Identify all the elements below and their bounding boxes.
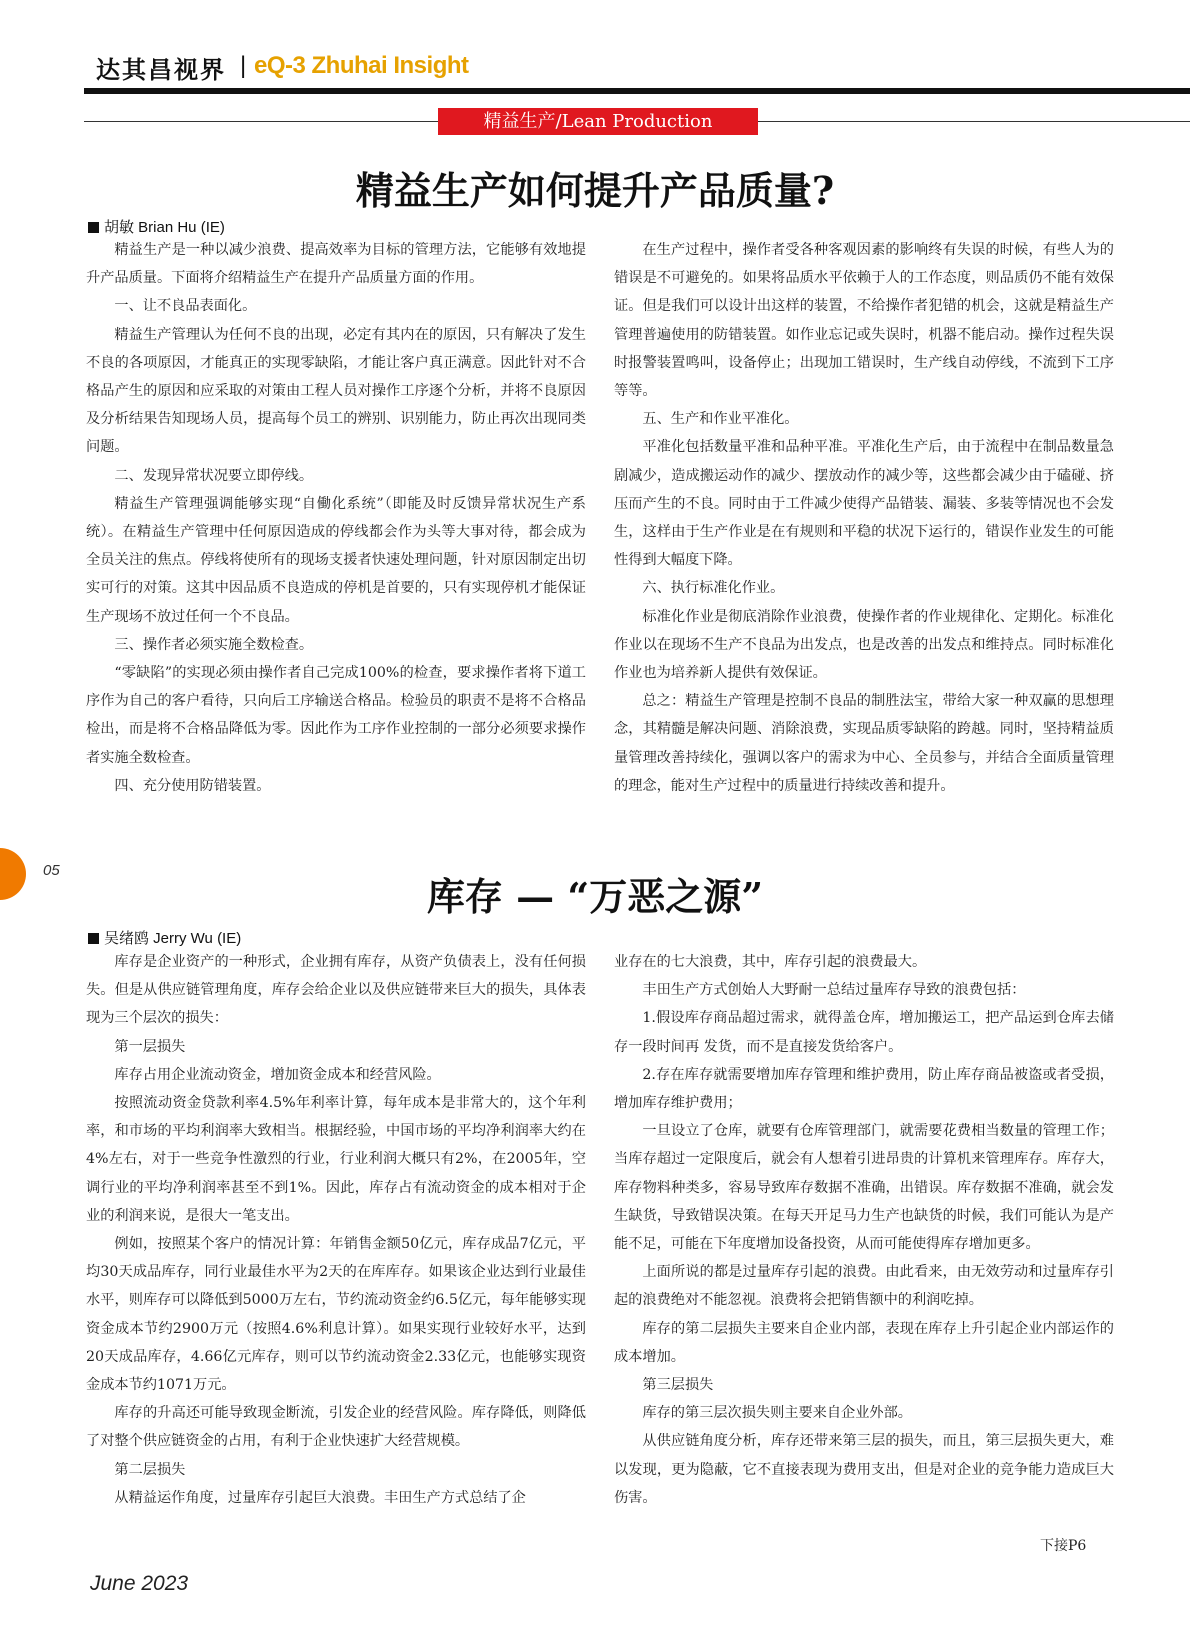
paragraph: 五、生产和作业平准化。 bbox=[642, 411, 799, 428]
paragraph: 一、让不良品表面化。 bbox=[114, 298, 257, 315]
article1-right-column bbox=[614, 236, 1114, 800]
paragraph: 第一层损失 bbox=[114, 1038, 186, 1055]
paragraph: 库存的第二层损失主要来自企业内部，表现在库存上升引起企业内部运作的成本增加。 bbox=[614, 1320, 1114, 1365]
continued-on-note: 下接P6 bbox=[1040, 1538, 1087, 1554]
author-bullet-icon bbox=[88, 933, 99, 944]
article1-left-column bbox=[86, 236, 586, 800]
paragraph: 丰田生产方式创始人大野耐一总结过量库存导致的浪费包括： bbox=[642, 982, 1026, 999]
paragraph: “零缺陷”的实现必须由操作者自己完成100%的检查，要求操作者将下道工序作为自己的客户看待，只向后工序输送合格品。检验员的职责不是将不合格品检出，而是将不合格品降低为零。因此作为工序作业控制的一部分必须要求操作者实施全数检查。 bbox=[86, 665, 586, 766]
paragraph: 六、执行标准化作业。 bbox=[642, 580, 785, 597]
paragraph: 2.存在库存就需要增加库存管理和维护费用，防止库存商品被盗或者受损，增加库存维护费用； bbox=[614, 1066, 1114, 1112]
paragraph: 二、发现异常状况要立即停线。 bbox=[114, 467, 314, 484]
article2-author-name: 吴绪鸥 Jerry Wu (IE) bbox=[104, 930, 242, 947]
paragraph: 例如，按照某个客户的情况计算：年销售金额50亿元，库存成品7亿元，平均30天成品库存，同行业最佳水平为2天的在库库存。如果该企业达到行业最佳水平，则库存可以降低到5000万左右，节约流动资金约6.5亿元，每年能够实现资金成本节约2900万元（按照4.6%利息计算）。如果实现行业较好水平，达到20天成品库存，4.66亿元库存，则可以节约流动资金2.33亿元，也能够实现资金成本节约1071万元。 bbox=[86, 1236, 586, 1394]
paragraph: 按照流动资金贷款利率4.5%年利率计算，每年成本是非常大的，这个年利率，和市场的平均利润率大致相当。根据经验，中国市场的平均净利润率大约在4%左右，对于一些竞争性激烈的行业，行业利润大概只有2%，在2005年，空调行业的平均净利润率甚至不到1%。因此，库存占有流动资金的成本相对于企业的利润来说，是很大一笔支出。 bbox=[86, 1095, 586, 1224]
paragraph: 上面所说的都是过量库存引起的浪费。由此看来，由无效劳动和过量库存引起的浪费绝对不能忽视。浪费将会把销售额中的利润吃掉。 bbox=[614, 1264, 1114, 1309]
article1-title: 精益生产如何提升产品质量? bbox=[355, 168, 835, 213]
article2-author bbox=[88, 927, 241, 948]
paragraph: 从精益运作角度，过量库存引起巨大浪费。丰田生产方式总结了企 bbox=[114, 1489, 526, 1506]
paragraph: 1.假设库存商品超过需求，就得盖仓库，增加搬运工，把产品运到仓库去储存一段时间再 发货，而不是直接发货给客户。 bbox=[614, 1010, 1114, 1055]
paragraph: 库存占用企业流动资金，增加资金成本和经营风险。 bbox=[114, 1066, 441, 1083]
issue-date: June 2023 bbox=[90, 1572, 189, 1595]
article1-author-name: 胡敏 Brian Hu (IE) bbox=[104, 219, 225, 236]
brand-separator: | bbox=[240, 52, 247, 79]
section-rule-right bbox=[758, 121, 1190, 122]
paragraph: 精益生产是一种以减少浪费、提高效率为目标的管理方法，它能够有效地提升产品质量。下面将介绍精益生产在提升产品质量方面的作用。 bbox=[86, 242, 586, 287]
paragraph: 总之：精益生产管理是控制不良品的制胜法宝，带给大家一种双赢的思想理念，其精髓是解决问题、消除浪费，实现品质零缺陷的跨越。同时，坚持精益质量管理改善持续化，强调以客户的需求为中心、全员参与，并结合全面质量管理的理念，能对生产过程中的质量进行持续改善和提升。 bbox=[614, 693, 1114, 794]
section-rule-left bbox=[84, 121, 438, 122]
paragraph: 业存在的七大浪费，其中，库存引起的浪费最大。 bbox=[614, 954, 927, 970]
paragraph: 第二层损失 bbox=[114, 1461, 186, 1478]
article1-author bbox=[88, 216, 225, 237]
article2-right-column bbox=[614, 948, 1114, 1512]
paragraph: 库存的升高还可能导致现金断流，引发企业的经营风险。库存降低，则降低了对整个供应链资金的占用，有利于企业快速扩大经营规模。 bbox=[86, 1405, 586, 1450]
paragraph: 库存的第三层次损失则主要来自企业外部。 bbox=[642, 1405, 912, 1422]
paragraph: 精益生产管理强调能够实现“自働化系统”（即能及时反馈异常状况生产系统）。在精益生产管理中任何原因造成的停线都会作为头等大事对待，都会成为全员关注的焦点。停线将使所有的现场支援者快速处理问题，针对原因制定出切实可行的对策。这其中因品质不良造成的停机是首要的，只有实现停机才能保证生产现场不放过任何一个不良品。 bbox=[86, 495, 586, 625]
brand-name-en: eQ-3 Zhuhai Insight bbox=[254, 52, 469, 79]
paragraph: 从供应链角度分析，库存还带来第三层的损失，而且，第三层损失更大，难以发现，更为隐蔽，它不直接表现为费用支出，但是对企业的竞争能力造成巨大伤害。 bbox=[614, 1433, 1114, 1506]
paragraph: 四、充分使用防错装置。 bbox=[114, 777, 271, 794]
article2-left-column bbox=[86, 948, 586, 1512]
paragraph: 在生产过程中，操作者受各种客观因素的影响终有失误的时候，有些人为的错误是不可避免的。如果将品质水平依赖于人的工作态度，则品质仍不能有效保证。但是我们可以设计出这样的装置，不给操作者犯错的机会，这就是精益生产管理普遍使用的防错装置。如作业忘记或失误时，机器不能启动。操作过程失误时报警装置鸣叫，设备停止；出现加工错误时，生产线自动停线，不流到下工序等等。 bbox=[614, 242, 1114, 400]
page-number: 05 bbox=[43, 862, 60, 879]
paragraph: 第三层损失 bbox=[642, 1377, 714, 1394]
paragraph: 平准化包括数量平准和品种平准。平准化生产后，由于流程中在制品数量急剧减少，造成搬运动作的减少、摆放动作的减少等，这些都会减少由于磕碰、挤压而产生的不良。同时由于工件减少使得产品错装、漏装、多装等情况也不会发生，这样由于生产作业是在有规则和平稳的状况下运行的，错误作业发生的可能性得到大幅度下降。 bbox=[614, 439, 1114, 569]
section-label: 精益生产/Lean Production bbox=[438, 108, 758, 135]
article2-title: 库存 — “万恶之源” bbox=[426, 874, 764, 919]
paragraph: 精益生产管理认为任何不良的出现，必定有其内在的原因，只有解决了发生不良的各项原因，才能真正的实现零缺陷，才能让客户真正满意。因此针对不合格品产生的原因和应采取的对策由工程人员对操作工序逐个分析，并将不良原因及分析结果告知现场人员，提高每个员工的辨别、识别能力，防止再次出现同类问题。 bbox=[86, 326, 586, 456]
paragraph: 标准化作业是彻底消除作业浪费，使操作者的作业规律化、定期化。标准化作业以在现场不生产不良品为出发点，也是改善的出发点和维持点。同时标准化作业也为培养新人提供有效保证。 bbox=[614, 608, 1114, 682]
brand-name-cn: 达其昌视界 bbox=[96, 55, 226, 84]
header-rule bbox=[84, 88, 1190, 94]
paragraph: 一旦设立了仓库，就要有仓库管理部门，就需要花费相当数量的管理工作；当库存超过一定限度后，就会有人想着引进昂贵的计算机来管理库存。库存大，库存物料种类多，容易导致库存数据不准确，出错误。库存数据不准确，就会发生缺货，导致错误决策。在每天开足马力生产也缺货的时候，我们可能认为是产能不足，可能在下年度增加设备投资，从而可能使得库存增加更多。 bbox=[614, 1123, 1114, 1253]
paragraph: 库存是企业资产的一种形式，企业拥有库存，从资产负债表上，没有任何损失。但是从供应链管理角度，库存会给企业以及供应链带来巨大的损失，具体表现为三个层次的损失： bbox=[86, 954, 586, 1027]
author-bullet-icon bbox=[88, 222, 99, 233]
paragraph: 三、操作者必须实施全数检查。 bbox=[114, 636, 314, 653]
